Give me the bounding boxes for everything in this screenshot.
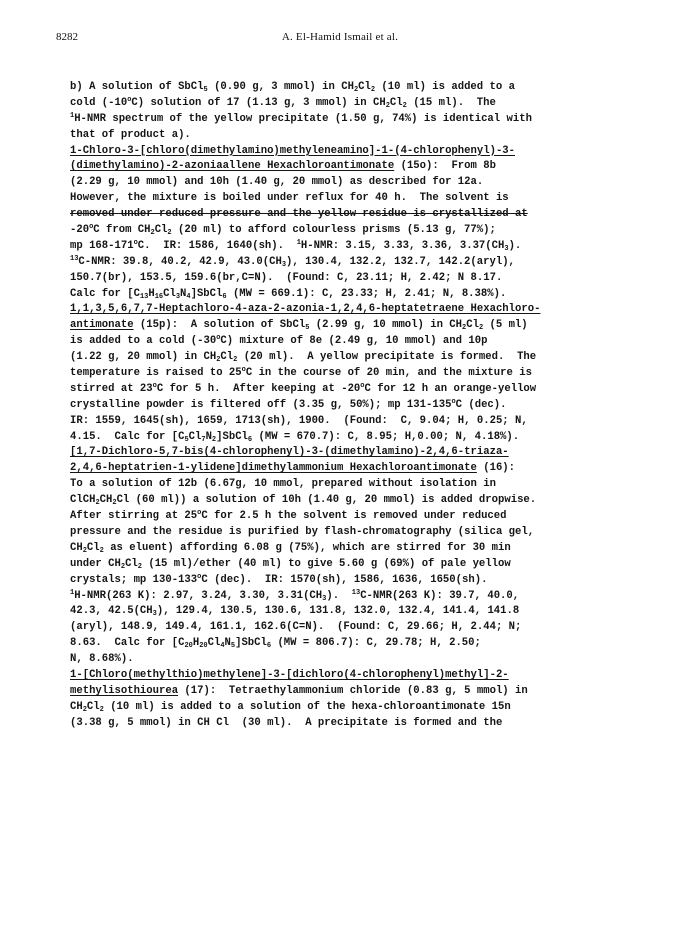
text-line <box>70 620 630 636</box>
text-segment: Cl <box>125 557 138 570</box>
text-segment: (16): <box>476 462 516 475</box>
text-line <box>70 96 630 112</box>
text-line <box>70 287 630 303</box>
subscript: 20 <box>199 642 208 651</box>
text-line <box>70 684 630 700</box>
text-segment: (10 ml) is added to a solution of the hexa-chloroantimonate 15n <box>103 700 511 713</box>
superscript: 1 <box>70 111 75 120</box>
text-line <box>70 350 630 366</box>
superscript: 1 <box>70 588 75 597</box>
text-segment: (20 ml) to afford colourless prisms (5.13 g, 77%); <box>171 224 496 237</box>
text-segment: H <box>148 287 155 300</box>
text-segment: Cl <box>86 700 100 713</box>
text-segment: Cl <box>154 224 168 237</box>
text-line <box>70 382 630 398</box>
text-line <box>70 207 630 223</box>
subscript: 16 <box>154 292 164 301</box>
text-line <box>70 112 630 128</box>
text-segment: (15o): From 8b <box>394 160 496 173</box>
compound-name: methylisothiourea <box>70 684 179 697</box>
text-segment: 150.7(br), 153.5, 159.6(br,C=N). (Found: C, 23.11; H, 2.42; N 8.17. <box>70 271 503 284</box>
text-line <box>70 318 630 334</box>
text-segment: 8.63. Calc for [C <box>70 637 185 650</box>
text-line <box>70 159 630 175</box>
subscript: 6 <box>247 435 253 444</box>
text-segment: H-NMR(263 K): 2.97, 3.24, 3.30, 3.31(CH <box>74 589 323 602</box>
superscript: o <box>216 334 221 343</box>
subscript: 2 <box>167 229 172 238</box>
text-line <box>70 700 630 716</box>
text-segment: (20 ml). A yellow precipitate is formed. The <box>237 351 537 364</box>
subscript: 2 <box>120 562 126 571</box>
text-segment: ). <box>508 239 522 252</box>
text-line <box>70 302 630 318</box>
text-segment: To a solution of 12b (6.67g, 10 mmol, prepared without isolation in <box>70 478 496 491</box>
compound-name: antimonate <box>70 319 134 332</box>
text-line <box>70 398 630 414</box>
text-segment: ClCH <box>70 494 96 507</box>
text-segment: Cl <box>466 319 479 332</box>
text-segment: H-NMR spectrum of the yellow precipitate (1.50 g, 74%) is identical with <box>74 112 532 125</box>
subscript: 2 <box>150 229 155 238</box>
text-segment: Cl (60 ml)) a solution of 10h (1.40 g, 20 mmol) is added dropwise. <box>116 494 537 507</box>
subscript: 5 <box>184 435 189 444</box>
text-line <box>70 541 630 557</box>
text-segment: (17): Tetraethylammonium chloride (0.83 g, 5 mmol) in <box>178 684 528 697</box>
text-line <box>70 493 630 509</box>
text-segment: C-NMR(263 K): 39.7, 40.0, <box>360 589 520 602</box>
subscript: 2 <box>216 356 221 365</box>
text-line <box>70 128 630 144</box>
text-segment: -20 <box>70 224 90 237</box>
page-number: 8282 <box>56 31 78 43</box>
text-segment: ]SbCl <box>190 287 223 300</box>
superscript: 13 <box>351 588 361 597</box>
subscript: 2 <box>82 546 87 555</box>
experimental-section-text <box>70 80 630 732</box>
text-segment: temperature is raised to 25 <box>70 367 242 380</box>
text-line <box>70 668 630 684</box>
subscript: 3 <box>281 260 287 269</box>
subscript: 2 <box>402 101 407 110</box>
subscript: 2 <box>353 86 359 94</box>
text-segment: is added to a cold (-30 <box>70 335 217 348</box>
text-segment: ), 130.4, 132.2, 132.7, 142.2(aryl), <box>286 255 515 268</box>
text-segment: Cl <box>163 287 176 300</box>
text-line <box>70 271 630 287</box>
subscript: 4 <box>220 642 225 651</box>
subscript: 13 <box>139 292 149 301</box>
text-segment: N, 8.68%). <box>70 653 134 666</box>
text-segment: (15p): A solution of SbCl <box>133 319 306 332</box>
subscript: 6 <box>266 642 272 651</box>
text-segment: Cl <box>220 351 234 364</box>
text-line <box>70 716 630 732</box>
superscript: o <box>197 572 202 581</box>
text-line <box>70 239 630 255</box>
text-segment: Cl <box>389 96 403 109</box>
text-segment: ]SbCl <box>216 430 248 443</box>
text-segment: Calc for [C <box>70 287 140 300</box>
superscript: o <box>241 366 246 375</box>
text-segment: as eluent) affording 6.08 g (75%), which are stirred for 30 min <box>103 541 511 554</box>
subscript: 3 <box>175 292 181 301</box>
superscript: o <box>152 381 157 390</box>
text-segment: C in the course of 20 min, and the mixture is <box>245 367 532 380</box>
text-line <box>70 191 630 207</box>
superscript: o <box>133 238 138 247</box>
text-segment: (MW = 669.1): C, 23.33; H, 2.41; N, 8.38%). <box>226 287 507 300</box>
subscript: 2 <box>99 546 104 555</box>
text-segment: C from CH <box>93 224 151 237</box>
text-segment: (2.99 g, 10 mmol) in CH <box>309 319 463 332</box>
text-line <box>70 461 630 477</box>
subscript: 2 <box>99 705 104 714</box>
text-segment: Cl <box>358 81 371 93</box>
text-segment: IR: 1559, 1645(sh), 1659, 1713(sh), 1900. (Found: C, 9.04; H, 0.25; N, <box>70 414 528 427</box>
text-segment: (MW = 670.7): C, 8.95; H,0.00; N, 4.18%). <box>252 430 520 443</box>
text-segment: C (dec). IR: 1570(sh), 1586, 1636, 1650(sh). <box>201 573 488 586</box>
superscript: o <box>197 509 202 518</box>
compound-name: 1,1,3,5,6,7,7-Heptachloro-4-aza-2-azonia-1,2,4,6-heptatetraene Hexachloro- <box>70 303 541 316</box>
subscript: 2 <box>112 499 117 508</box>
text-segment: (3.38 g, 5 mmol) in CH Cl (30 ml). A precipitate is formed and the <box>70 716 503 729</box>
subscript: 2 <box>95 499 100 508</box>
subscript: 3 <box>152 610 157 619</box>
text-segment: b) A solution of SbCl <box>70 81 204 93</box>
text-segment: N <box>180 287 187 300</box>
page-header <box>0 31 680 47</box>
text-segment: (1.22 g, 20 mmol) in CH <box>70 351 217 364</box>
text-segment: stirred at 23 <box>70 382 153 395</box>
text-segment: After stirring at 25 <box>70 510 198 523</box>
superscript: o <box>127 95 132 104</box>
subscript: 3 <box>322 594 327 603</box>
text-line <box>70 573 630 589</box>
text-segment: mp 168-171 <box>70 239 134 252</box>
text-line <box>70 604 630 620</box>
text-segment: (aryl), 148.9, 149.4, 161.1, 162.6(C=N). (Found: C, 29.66; H, 2.44; N; <box>70 621 522 634</box>
text-segment: (10 ml) is added to a <box>375 81 515 93</box>
subscript: 2 <box>385 101 390 110</box>
text-segment: C. IR: 1586, 1640(sh). <box>137 239 297 252</box>
compound-name: 1-[Chloro(methylthio)methylene]-3-[dichloro(4-chlorophenyl)methyl]-2- <box>70 668 509 681</box>
text-segment: crystalline powder is filtered off (3.35 g, 50%); mp 131-135 <box>70 398 452 411</box>
subscript: 5 <box>203 86 208 94</box>
text-segment: H <box>192 637 200 650</box>
text-segment: Cl <box>86 541 100 554</box>
text-segment: C for 12 h an orange-yellow <box>364 382 537 395</box>
subscript: 2 <box>233 356 238 365</box>
compound-name: 1-Chloro-3-[chloro(dimethylamino)methyleneamino]-1-(4-chlorophenyl)-3- <box>70 144 516 157</box>
subscript: 3 <box>504 244 509 253</box>
text-segment: cold (-10 <box>70 96 128 109</box>
text-line <box>70 80 630 96</box>
text-line <box>70 255 630 271</box>
subscript: 5 <box>305 324 310 333</box>
text-segment: However, the mixture is boiled under reflux for 40 h. The solvent is <box>70 192 509 205</box>
text-segment: H-NMR: 3.15, 3.33, 3.36, 3.37(CH <box>300 239 505 252</box>
text-line <box>70 223 630 239</box>
text-segment: C for 2.5 h the solvent is removed under reduced <box>201 510 507 523</box>
subscript: 2 <box>137 562 142 571</box>
compound-name: 2,4,6-heptatrien-1-ylidene]dimethylammonium Hexachloroantimonate <box>70 462 477 475</box>
text-segment: (2.29 g, 10 mmol) and 10h (1.40 g, 20 mmol) as described for 12a. <box>70 176 484 189</box>
text-line <box>70 589 630 605</box>
text-segment: CH <box>99 494 113 507</box>
compound-name: [1,7-Dichloro-5,7-bis(4-chlorophenyl)-3-(dimethylamino)-2,4,6-triaza- <box>70 446 509 459</box>
text-line <box>70 652 630 668</box>
superscript: o <box>360 381 365 390</box>
text-segment: (MW = 806.7): C, 29.78; H, 2.50; <box>271 637 481 650</box>
text-segment: pressure and the residue is purified by flash-chromatography (silica gel, <box>70 525 535 538</box>
subscript: 2 <box>462 324 467 333</box>
text-segment: 42.3, 42.5(CH <box>70 605 153 618</box>
text-segment: ]SbCl <box>235 637 267 650</box>
text-line <box>70 445 630 461</box>
text-segment: 4.15. Calc for [C <box>70 430 185 443</box>
subscript: 20 <box>184 642 193 651</box>
text-line <box>70 414 630 430</box>
superscript: 1 <box>296 238 301 247</box>
text-segment: C for 5 h. After keeping at -20 <box>156 382 361 395</box>
text-line <box>70 525 630 541</box>
subscript: 2 <box>82 705 87 714</box>
text-line <box>70 477 630 493</box>
text-segment: C (dec). <box>455 398 507 411</box>
text-line <box>70 175 630 191</box>
text-segment: CH <box>70 541 83 554</box>
subscript: 2 <box>478 324 484 333</box>
text-segment: (15 ml). The <box>406 96 496 109</box>
text-segment: crystals; mp 130-133 <box>70 573 198 586</box>
subscript: 5 <box>230 642 236 651</box>
text-segment: N <box>205 430 212 443</box>
text-segment: (5 ml) <box>483 319 528 332</box>
text-segment: ). <box>326 589 352 602</box>
text-line <box>70 557 630 573</box>
text-segment: C) mixture of 8e (2.49 g, 10 mmol) and 10p <box>220 335 488 348</box>
subscript: 6 <box>222 292 227 301</box>
text-segment: CH <box>70 700 83 713</box>
subscript: 7 <box>201 435 206 444</box>
text-segment: (15 ml)/ether (40 ml) to give 5.60 g (69%) of pale yellow <box>141 557 511 570</box>
superscript: o <box>89 223 94 232</box>
subscript: 2 <box>370 86 376 94</box>
text-line <box>70 366 630 382</box>
text-segment: (0.90 g, 3 mmol) in CH <box>207 81 354 93</box>
text-line <box>70 509 630 525</box>
text-segment: N <box>224 637 231 650</box>
superscript: 13 <box>70 254 79 263</box>
text-segment: C) solution of 17 (1.13 g, 3 mmol) in CH <box>131 96 386 109</box>
text-segment: removed under reduced pressure and the yellow residue is crystallized at <box>70 208 528 221</box>
text-segment: ), 129.4, 130.5, 130.6, 131.8, 132.0, 132.4, 141.4, 141.8 <box>156 605 520 618</box>
text-segment: under CH <box>70 557 121 570</box>
text-segment: Cl <box>207 637 221 650</box>
compound-name: (dimethylamino)-2-azoniaallene Hexachloroantimonate <box>70 160 395 173</box>
text-segment: C-NMR: 39.8, 40.2, 42.9, 43.0(CH <box>78 255 282 268</box>
subscript: 2 <box>211 435 217 444</box>
text-segment: Cl <box>188 430 202 443</box>
text-line <box>70 430 630 446</box>
superscript: o <box>451 397 456 406</box>
text-line <box>70 144 630 160</box>
text-line <box>70 636 630 652</box>
text-line <box>70 334 630 350</box>
subscript: 4 <box>186 292 191 301</box>
running-head: A. El-Hamid Ismail et al. <box>281 31 399 43</box>
text-segment: that of product a). <box>70 128 191 141</box>
